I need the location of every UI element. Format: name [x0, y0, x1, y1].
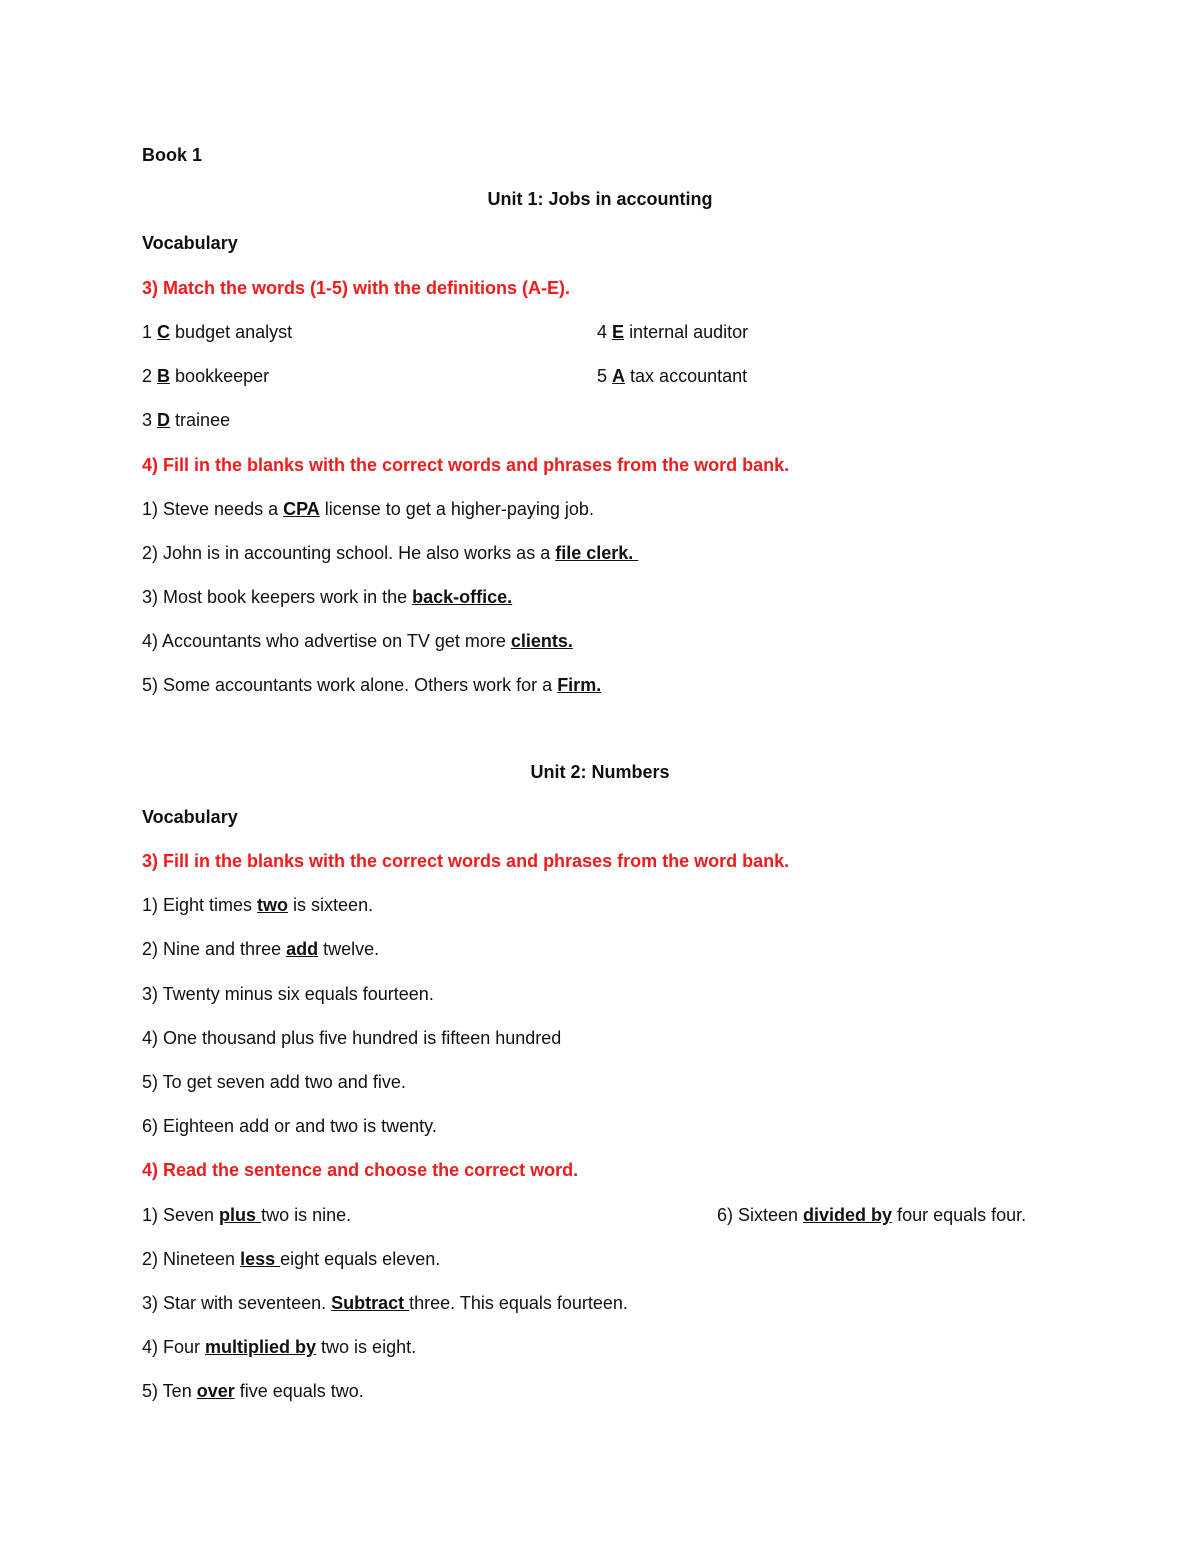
- book-title: Book 1: [142, 145, 203, 165]
- sentence-item: 1) Eight times two is sixteen.: [142, 895, 374, 915]
- unit1-section-heading: Vocabulary: [142, 233, 238, 253]
- sentence-item: 6) Sixteen divided by four equals four.: [717, 1205, 1027, 1225]
- unit2-section-heading: Vocabulary: [142, 807, 238, 827]
- match-item: 4 E internal auditor: [597, 322, 749, 342]
- match-item: 3 D trainee: [142, 410, 231, 430]
- match-item: 1 C budget analyst: [142, 322, 293, 342]
- match-item: 5 A tax accountant: [597, 366, 748, 386]
- sentence-item: 2) Nineteen less eight equals eleven.: [142, 1249, 441, 1269]
- sentence-item: 4) Four multiplied by two is eight.: [142, 1337, 417, 1357]
- sentence-item: 6) Eighteen add or and two is twenty.: [142, 1116, 437, 1136]
- sentence-item: 5) To get seven add two and five.: [142, 1072, 406, 1092]
- unit1-title: Unit 1: Jobs in accounting: [487, 189, 713, 209]
- sentence-item: 3) Twenty minus six equals fourteen.: [142, 984, 434, 1004]
- sentence-item: 2) Nine and three add twelve.: [142, 939, 380, 959]
- sentence-item: 4) One thousand plus five hundred is fifteen hundred: [142, 1028, 562, 1048]
- sentence-item: 5) Ten over five equals two.: [142, 1381, 364, 1401]
- unit1-ex4-instruction: 4) Fill in the blanks with the correct words and phrases from the word bank.: [142, 455, 790, 475]
- sentence-item: 2) John is in accounting school. He also works as a file clerk.: [142, 543, 639, 563]
- unit2-title: Unit 2: Numbers: [530, 762, 670, 782]
- sentence-item: 3) Most book keepers work in the back-office.: [142, 587, 513, 607]
- sentence-item: 4) Accountants who advertise on TV get more clients.: [142, 631, 573, 651]
- sentence-item: 5) Some accountants work alone. Others work for a Firm.: [142, 675, 602, 695]
- unit2-ex3-instruction: 3) Fill in the blanks with the correct words and phrases from the word bank.: [142, 851, 790, 871]
- sentence-item: 1) Seven plus two is nine.: [142, 1205, 352, 1225]
- sentence-item: 1) Steve needs a CPA license to get a higher-paying job.: [142, 499, 594, 519]
- unit2-ex4-instruction: 4) Read the sentence and choose the correct word.: [142, 1160, 579, 1180]
- sentence-item: 3) Star with seventeen. Subtract three. This equals fourteen.: [142, 1293, 628, 1313]
- unit1-ex3-instruction: 3) Match the words (1-5) with the definitions (A-E).: [142, 278, 571, 298]
- match-item: 2 B bookkeeper: [142, 366, 270, 386]
